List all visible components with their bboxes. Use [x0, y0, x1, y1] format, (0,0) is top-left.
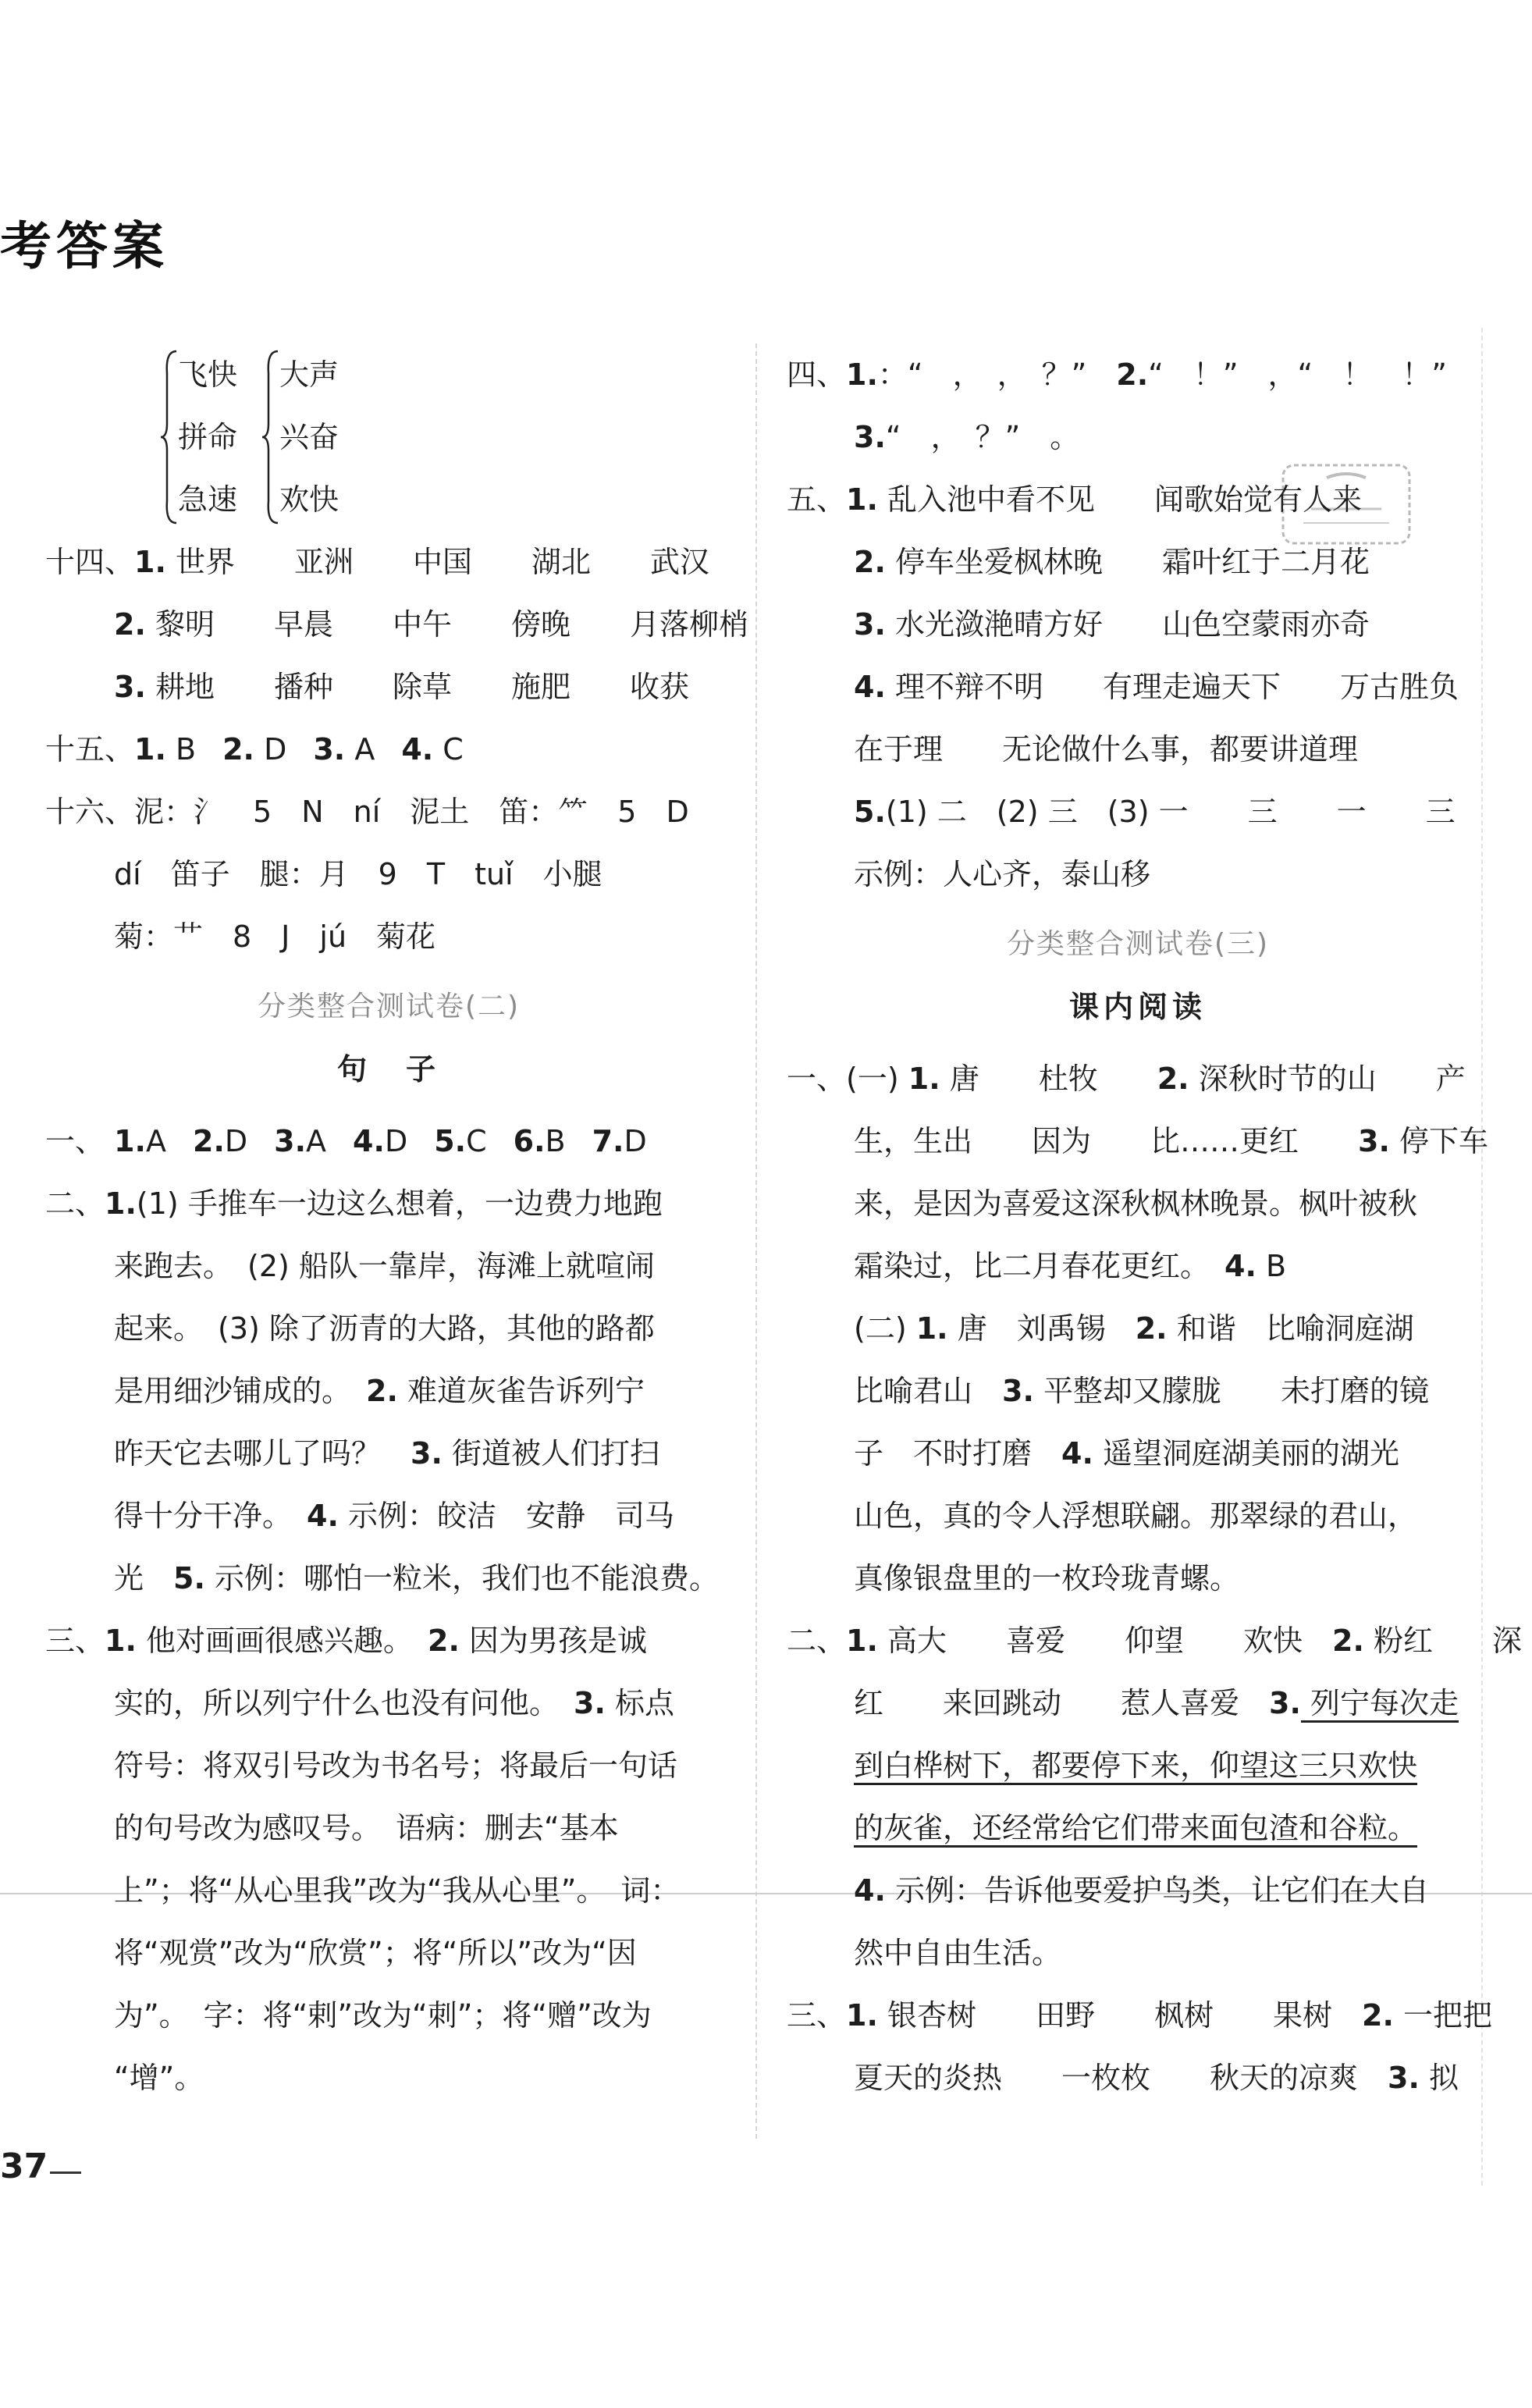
item-number: 2.	[114, 607, 146, 642]
item-number: 3.	[411, 1436, 443, 1471]
item-number: 1.	[846, 1998, 878, 2033]
underlined-answer: 到白桦树下，都要停下来，仰望这三只欢快	[854, 1748, 1417, 1785]
answer-text: 平整却又朦胧 未打磨的镜	[1033, 1374, 1429, 1408]
q5-line-7	[787, 843, 1489, 905]
q14-line-2	[45, 593, 748, 656]
item-number: 1.	[908, 1062, 940, 1096]
answer-text: 昨天它去哪儿了吗？	[114, 1436, 411, 1471]
answer-text: 水光潋滟晴方好 山色空蒙雨亦奇	[894, 607, 1370, 642]
item-number: 2.	[854, 545, 886, 579]
s3q2-line-3	[787, 1734, 1489, 1797]
left-brace-icon	[262, 350, 279, 525]
answer-text: 银杏树 田野 枫树 果树	[877, 1998, 1362, 2033]
s2q3-line-4	[45, 1797, 732, 1859]
item-number: 1.	[114, 1124, 146, 1158]
left-column	[45, 343, 748, 2109]
s3q2-line-6	[787, 1922, 1489, 1984]
answer-text: 深秋时节的山 产	[1189, 1062, 1466, 1096]
answer-text: A	[354, 732, 375, 767]
answer-text: 难道灰雀告诉列宁	[397, 1374, 645, 1408]
item-number: 3.	[574, 1686, 606, 1720]
underlined-answer: 列宁每次走	[1301, 1686, 1459, 1723]
section-subheading: 课内阅读	[1068, 990, 1207, 1024]
column-divider	[755, 343, 757, 2139]
answer-text: D	[384, 1124, 408, 1158]
item-number: 3.	[274, 1124, 307, 1158]
underlined-answer: 的灰雀，还经常给它们带来面包渣和谷粒。	[854, 1811, 1417, 1848]
answer-text: B	[176, 732, 197, 767]
item-number: 4.	[353, 1124, 385, 1158]
s2q3-line-1	[45, 1609, 732, 1672]
answer-text: 符号：将双引号改为书名号；将最后一句话	[114, 1748, 678, 1783]
answer-text: B	[545, 1124, 566, 1158]
question-number: 五、	[787, 482, 847, 517]
answer-text: 是用细沙铺成的。	[114, 1374, 367, 1408]
answer-text: 来跑去。 (2) 船队一靠岸，海滩上就喧闹	[114, 1249, 655, 1283]
s2q3-line-5	[45, 1859, 732, 1922]
brace-word: 拼命	[178, 420, 238, 454]
s3q2-line-5	[787, 1859, 1489, 1922]
item-number: 5.	[434, 1124, 467, 1158]
item-number: 3.	[854, 607, 886, 642]
answer-text: 菊：艹 8 J jú 菊花	[114, 919, 436, 954]
item-number: 2.	[1157, 1062, 1189, 1096]
answer-text: 起来。 (3) 除了沥青的大路，其他的路都	[114, 1311, 655, 1346]
item-number: 1.	[105, 1624, 137, 1658]
s3q2-line-4	[787, 1797, 1489, 1859]
question-number: 一、	[45, 1124, 105, 1158]
answer-text: 示例：哪怕一粒米，我们也不能浪费。	[204, 1561, 719, 1595]
answer-text: D	[624, 1124, 647, 1158]
answer-text: A	[146, 1124, 166, 1158]
q4-line-2	[787, 406, 1489, 468]
item-number: 5.	[854, 795, 886, 829]
answer-text: 标点	[605, 1686, 674, 1720]
answer-text: D	[264, 732, 287, 767]
section-subheading: 句 子	[336, 1052, 440, 1087]
section-heading: 分类整合测试卷(二)	[257, 991, 521, 1023]
q5-line-4	[787, 656, 1489, 718]
page-number: 37	[0, 2147, 48, 2186]
answer-text: “ ， ？” 。	[885, 420, 1080, 454]
item-number: 4.	[401, 732, 434, 767]
s3q1-line-9	[787, 1547, 1489, 1609]
item-number: 3.	[313, 732, 346, 767]
answer-text: dí 笛子 腿：月 9 T tuǐ 小腿	[114, 857, 602, 891]
q16-line-3	[45, 905, 732, 968]
answer-text: 唐 刘禹锡	[947, 1311, 1136, 1346]
page-title: 考答案	[0, 216, 169, 276]
s3q1-line-3	[787, 1172, 1489, 1235]
item-number: 2.	[1116, 357, 1149, 392]
answer-text: D	[224, 1124, 248, 1158]
answer-text: 拟	[1419, 2061, 1459, 2095]
q5-line-5	[787, 718, 1489, 781]
question-number: 二、	[45, 1186, 105, 1221]
answer-text: C	[466, 1124, 487, 1158]
item-number: 4.	[1061, 1436, 1093, 1471]
item-number: 3.	[114, 670, 146, 704]
answer-text: ：“ ， ， ？”	[877, 357, 1117, 392]
answer-text: 夏天的炎热 一枚枚 秋天的凉爽	[854, 2061, 1388, 2095]
item-number: 2.	[1135, 1311, 1168, 1346]
brace-word: 急速	[178, 482, 238, 517]
item-number: 1.	[134, 545, 166, 579]
answer-text: 街道被人们打扫	[442, 1436, 659, 1471]
q14-line-1	[45, 531, 732, 593]
item-number: 2.	[193, 1124, 225, 1158]
s3q1-line-4	[787, 1235, 1489, 1297]
item-number: 4.	[854, 1873, 886, 1908]
brace-word-group	[161, 343, 732, 531]
s3q1-line-2	[787, 1110, 1489, 1172]
answer-text: 因为男孩是诚	[459, 1624, 647, 1658]
q16-line-2	[45, 843, 732, 905]
answer-text: 遥望洞庭湖美丽的湖光	[1093, 1436, 1399, 1471]
answer-text: (一)	[846, 1062, 908, 1096]
answer-text: 来，是因为喜爱这深秋枫林晚景。枫叶被秋	[854, 1186, 1418, 1221]
q4-line-1	[787, 343, 1489, 406]
answer-text: 高大 喜爱 仰望 欢快	[877, 1624, 1332, 1658]
s3q1-line-8	[787, 1485, 1489, 1547]
answer-text: 一把把	[1393, 1998, 1492, 2033]
answer-text: 然中自由生活。	[854, 1936, 1062, 1970]
s2q2-line-2	[45, 1235, 732, 1297]
question-number: 十六、	[45, 795, 135, 829]
answer-text: 他对画画很感兴趣。	[136, 1624, 428, 1658]
s2q3-line-2	[45, 1672, 732, 1734]
answer-text: 上”；将“从心里我”改为“我从心里”。 词：	[114, 1873, 681, 1908]
item-number: 3.	[1388, 2061, 1420, 2095]
question-number: 十四、	[45, 545, 135, 579]
s3q3-line-2	[787, 2047, 1489, 2109]
item-number: 3.	[1358, 1124, 1390, 1158]
answer-text: 在于理 无论做什么事，都要讲道理	[854, 732, 1359, 767]
left-brace-icon	[161, 350, 178, 525]
item-number: 4.	[1225, 1249, 1257, 1283]
s2q1-line	[45, 1110, 732, 1172]
answer-text: 比喻君山	[854, 1374, 1003, 1408]
s3q2-line-2	[787, 1672, 1489, 1734]
answer-text: 停车坐爱枫林晚 霜叶红于二月花	[894, 545, 1370, 579]
item-number: 2.	[1332, 1624, 1364, 1658]
item-number: 4.	[307, 1499, 339, 1533]
answer-text: 和谐 比喻洞庭湖	[1167, 1311, 1414, 1346]
s2q2-line-7	[45, 1547, 732, 1609]
item-number: 6.	[513, 1124, 546, 1158]
s3q1-line-1	[787, 1047, 1489, 1110]
answer-text: 霜染过，比二月春花更红。	[854, 1249, 1225, 1283]
answer-text: 光	[114, 1561, 174, 1595]
q16-line-1	[45, 781, 732, 843]
question-number: 二、	[787, 1624, 847, 1658]
q5-line-2	[787, 531, 1489, 593]
item-number: 2.	[428, 1624, 460, 1658]
answer-text: 红 来回跳动 惹人喜爱	[854, 1686, 1270, 1720]
brace-col-2	[279, 343, 339, 531]
answer-text: 粉红 深	[1363, 1624, 1522, 1658]
answer-text: “ ！” ，“ ！ ！”	[1148, 357, 1447, 392]
question-number: 三、	[45, 1624, 105, 1658]
brace-word: 大声	[279, 357, 339, 392]
item-number: 3.	[1002, 1374, 1034, 1408]
answer-text: 理不辩不明 有理走遍天下 万古胜负	[894, 670, 1459, 704]
answer-text: 为”。 字：将“剌”改为“刺”；将“赠”改为	[114, 1998, 652, 2033]
answer-text: 示例：皎洁 安静 司马	[338, 1499, 674, 1533]
answer-text: 真像银盘里的一枚玲珑青螺。	[854, 1561, 1240, 1595]
answer-text: (二)	[854, 1311, 916, 1346]
question-number: 十五、	[45, 732, 135, 767]
answer-text: B	[1256, 1249, 1287, 1283]
s2q2-line-3	[45, 1297, 732, 1360]
q15-line	[45, 718, 732, 781]
answer-text: 的句号改为感叹号。 语病：删去“基本	[114, 1811, 619, 1845]
q14-line-3	[45, 656, 732, 718]
s3q2-line-1	[787, 1609, 1522, 1672]
answer-text: 世界 亚洲 中国 湖北 武汉	[176, 545, 710, 579]
answer-text: 泥：氵 5 N ní 泥土 笛：⺮ 5 D	[134, 795, 689, 829]
question-number: 四、	[787, 357, 847, 392]
answer-text: 生，生出 因为 比……更红	[854, 1124, 1359, 1158]
answer-text: 得十分干净。	[114, 1499, 307, 1533]
s3q3-line-1	[787, 1984, 1492, 2047]
brace-word: 欢快	[279, 482, 339, 517]
q5-line-1	[787, 468, 1489, 531]
answer-text: (1) 手推车一边这么想着，一边费力地跑	[136, 1186, 663, 1221]
item-number: 1.	[846, 357, 878, 392]
answer-text: 唐 杜牧	[940, 1062, 1157, 1096]
brace-word: 飞快	[178, 357, 238, 392]
item-number: 2.	[366, 1374, 398, 1408]
s2q2-line-5	[45, 1422, 732, 1485]
q5-line-3	[787, 593, 1489, 656]
brace-col-1	[178, 343, 237, 531]
answer-text: C	[443, 732, 464, 767]
answer-text: “增”。	[114, 2061, 204, 2095]
answer-text: 实的，所以列宁什么也没有问他。	[114, 1686, 574, 1720]
answer-text: A	[306, 1124, 327, 1158]
answer-text: (1) 二 (2) 三 (3) 一 三 一 三	[885, 795, 1456, 829]
item-number: 1.	[134, 732, 166, 767]
item-number: 5.	[173, 1561, 205, 1595]
item-number: 3.	[854, 420, 886, 454]
section-heading: 分类整合测试卷(三)	[1006, 928, 1270, 960]
item-number: 4.	[854, 670, 886, 704]
item-number: 1.	[846, 1624, 878, 1658]
s3q1-line-7	[787, 1422, 1489, 1485]
answer-text: 子 不时打磨	[854, 1436, 1062, 1471]
answer-text: 示例：告诉他要爱护鸟类，让它们在大自	[885, 1873, 1429, 1908]
s2q3-line-3	[45, 1734, 732, 1797]
answer-text: 黎明 早晨 中午 傍晚 月落柳梢	[155, 607, 748, 642]
item-number: 1.	[846, 482, 878, 517]
answer-text: 乱入池中看不见 闻歌始觉有人来	[887, 482, 1363, 517]
item-number: 1.	[105, 1186, 137, 1221]
item-number: 2.	[222, 732, 254, 767]
item-number: 7.	[592, 1124, 624, 1158]
question-number: 一、	[787, 1062, 847, 1096]
answer-text: 停下车	[1389, 1124, 1488, 1158]
page-number-dash	[50, 2171, 81, 2174]
s2q2-line-1	[45, 1172, 732, 1235]
s2q2-line-6	[45, 1485, 732, 1547]
item-number: 1.	[915, 1311, 948, 1346]
answer-text: 示例：人心齐，泰山移	[854, 857, 1151, 891]
s2q3-line-6	[45, 1922, 732, 1984]
answer-text: 耕地 播种 除草 施肥 收获	[155, 670, 689, 704]
s2q3-line-8	[45, 2047, 732, 2109]
item-number: 3.	[1269, 1686, 1301, 1720]
s2q2-line-4	[45, 1360, 732, 1422]
s3q1-line-6	[787, 1360, 1489, 1422]
brace-word: 兴奋	[279, 420, 339, 454]
question-number: 三、	[787, 1998, 847, 2033]
answer-text: 将“观赏”改为“欣赏”；将“所以”改为“因	[114, 1936, 637, 1970]
answer-text: 山色，真的令人浮想联翩。那翠绿的君山，	[854, 1499, 1418, 1533]
s3q1-line-5	[787, 1297, 1489, 1360]
right-column	[787, 343, 1522, 2109]
item-number: 2.	[1362, 1998, 1394, 2033]
q5-line-6	[787, 781, 1489, 843]
s2q3-line-7	[45, 1984, 732, 2047]
